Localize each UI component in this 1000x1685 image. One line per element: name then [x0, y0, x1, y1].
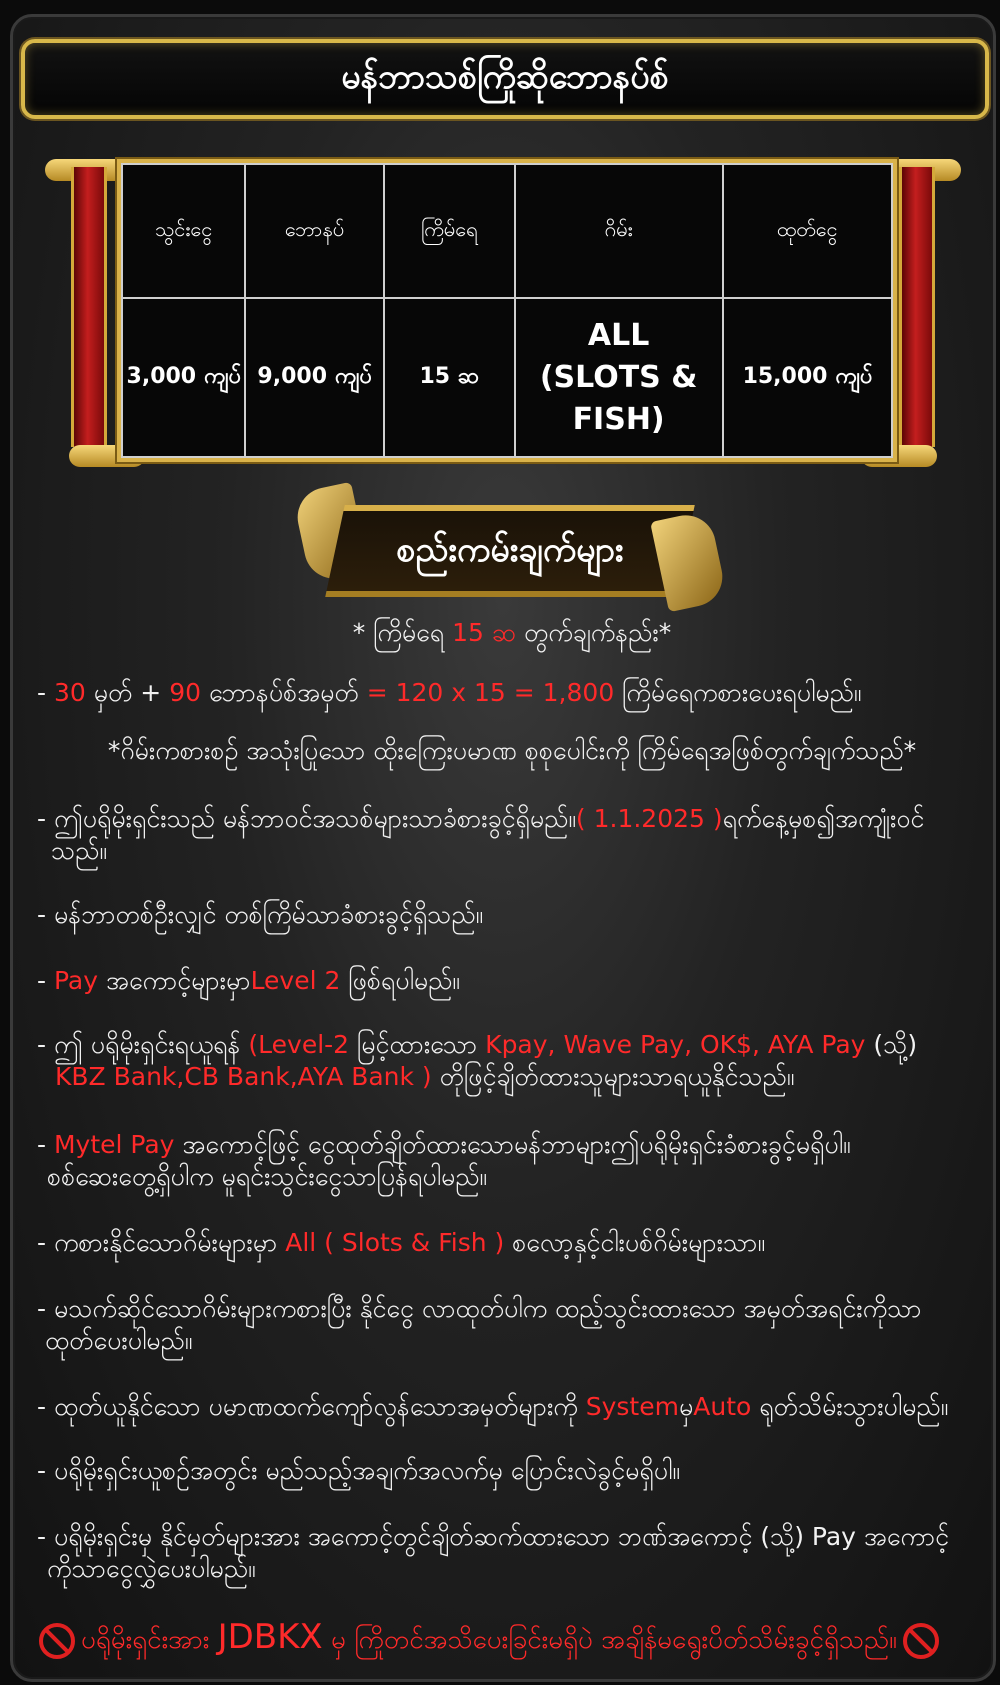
- footer-text: ပရိုမိုးရှင်းအား: [81, 1625, 218, 1655]
- red-pillar-icon: [71, 167, 107, 447]
- game-line-2: (SLOTS & FISH): [539, 359, 698, 437]
- highlight: ( 1.1.2025 ): [575, 804, 723, 833]
- highlight: Pay: [53, 966, 99, 995]
- highlight: (Level-2: [248, 1030, 350, 1059]
- title-banner: [21, 39, 989, 119]
- promo-card: [10, 14, 996, 1682]
- cell-game: [515, 298, 723, 457]
- red-pillar-icon: [899, 167, 935, 447]
- rule-4: [37, 1029, 917, 1061]
- rule-6: [37, 1227, 765, 1259]
- rules-ribbon: [295, 487, 725, 607]
- game-note: *ဂိမ်းကစားစဉ် အသုံးပြုသော ထိုးကြေးပမာဏ စုစုပေါင်းကို ကြိမ်ရေအဖြစ်တွက်ချက်သည်*: [107, 736, 917, 765]
- ribbon-label: စည်းကမ်းချက်များ: [396, 530, 624, 570]
- text: -: [37, 1130, 54, 1159]
- rule-4-cont: [55, 1061, 794, 1093]
- highlight: Kpay, Wave Pay, OK$, AYA Pay: [485, 1030, 866, 1059]
- page-title: မန်ဘာသစ်ကြိုဆိုဘောနပ်စ်: [341, 56, 669, 97]
- text: အကောင့်ဖြင့် ငွေထုတ်ချိတ်ထားသောမန်ဘာများဤပရိုမိုးရှင်းခံစားခွင့်မရှိပါ။: [174, 1130, 851, 1159]
- highlight: System: [585, 1392, 679, 1421]
- note-highlight: 15 ဆ: [452, 618, 516, 647]
- rule-1: [37, 803, 924, 835]
- text: ဖြစ်ရပါမည်။: [340, 966, 460, 995]
- rule-10-cont: ကိုသာငွေလွှဲပေးပါမည်။: [47, 1554, 256, 1583]
- note-text: တွက်ချက်နည်း*: [516, 618, 672, 647]
- text: မြင့်ထားသော: [349, 1030, 486, 1059]
- header-deposit: သွင်းငွေ: [122, 164, 245, 298]
- bonus-table-scroll: [29, 145, 977, 470]
- highlight: = 120 x 15 = 1,800: [366, 678, 615, 707]
- text: - ထုတ်ယူနိုင်သော ပမာဏထက်ကျော်လွန်သောအမှတ်များကို: [37, 1392, 586, 1421]
- prohibited-icon: [39, 1623, 75, 1659]
- text: - ဤပရိုမိုးရှင်းသည် မန်ဘာဝင်အသစ်များသာခံစားခွင့်ရှိမည်။: [37, 804, 576, 833]
- rule-7-cont: ထုတ်ပေးပါမည်။: [45, 1326, 193, 1355]
- cell-turnover: 15 ဆ: [384, 298, 515, 457]
- rule-2: - မန်ဘာတစ်ဦးလျှင် တစ်ကြိမ်သာခံစားခွင့်ရှိသည်။: [37, 900, 484, 929]
- turnover-note: [37, 617, 987, 649]
- table-row: [122, 298, 892, 457]
- calc-line: [37, 677, 861, 709]
- text: အကောင့်များမှာ: [98, 966, 251, 995]
- text: -: [37, 678, 54, 707]
- text: ဘောနပ်စ်အမှတ်: [201, 678, 367, 707]
- rule-3: [37, 965, 460, 997]
- highlight: 90: [169, 678, 202, 707]
- text: တိုဖြင့်ချိတ်ထားသူများသာရယူနိုင်သည်။: [431, 1062, 795, 1091]
- text: မှ: [678, 1392, 694, 1421]
- text: ရုတ်သိမ်းသွားပါမည်။: [751, 1392, 949, 1421]
- highlight: 30: [53, 678, 86, 707]
- rule-7: - မသက်ဆိုင်သောဂိမ်းများကစားပြီး နိုင်ငွေ လာထုတ်ပါက ထည့်သွင်းထားသော အမှတ်အရင်းကိုသာ: [37, 1294, 922, 1323]
- footer-brand: JDBKX: [217, 1617, 323, 1657]
- highlight: Mytel Pay: [53, 1130, 175, 1159]
- highlight: All ( Slots & Fish ): [285, 1228, 505, 1257]
- text: ကြိမ်ရေကစားပေးရပါမည်။: [614, 678, 862, 707]
- highlight: KBZ Bank,CB Bank,AYA Bank ): [55, 1062, 432, 1091]
- cell-withdraw: 15,000 ကျပ်: [723, 298, 892, 457]
- footer-warning: [33, 1617, 983, 1661]
- footer-text: မှ ကြိုတင်အသိပေးခြင်းမရှိပဲ အချိန်မရွေးပိတ်သိမ်းခွင့်ရှိသည်။: [322, 1625, 898, 1655]
- text: -: [37, 966, 54, 995]
- rule-8: [37, 1391, 948, 1423]
- rule-1-cont: သည်။: [51, 836, 107, 865]
- text: (သို့): [865, 1030, 918, 1059]
- rule-10: - ပရိုမိုးရှင်းမှ နိုင်မှတ်များအား အကောင့်တွင်ချိတ်ဆက်ထားသော ဘဏ်အကောင့် (သို့) Pay အကောင့်: [37, 1522, 950, 1551]
- highlight: Auto: [693, 1392, 752, 1421]
- header-withdraw: ထုတ်ငွေ: [723, 164, 892, 298]
- text: - ကစားနိုင်သောဂိမ်းများမှာ: [37, 1228, 286, 1257]
- game-line-1: ALL: [587, 317, 650, 353]
- header-bonus: ဘောနပ်: [245, 164, 384, 298]
- highlight: Level 2: [250, 966, 341, 995]
- header-turnover: ကြိမ်ရေ: [384, 164, 515, 298]
- text: စလော့နှင့်ငါးပစ်ဂိမ်းများသာ။: [504, 1228, 766, 1257]
- rule-5: [37, 1129, 851, 1161]
- text: - ဤ ပရိုမိုးရှင်းရယူရန်: [37, 1030, 249, 1059]
- cell-bonus: 9,000 ကျပ်: [245, 298, 384, 457]
- text: ရက်နေ့မှစ၍အကျုံးဝင်: [722, 804, 925, 833]
- cell-deposit: 3,000 ကျပ်: [122, 298, 245, 457]
- rule-9: - ပရိုမိုးရှင်းယူစဉ်အတွင်း မည်သည့်အချက်အလက်မှ ပြောင်းလဲခွင့်မရှိပါ။: [37, 1456, 680, 1485]
- text: မှတ် +: [85, 678, 170, 707]
- rule-5-cont: စစ်ဆေးတွေ့ရှိပါက မူရင်းသွင်းငွေသာပြန်ရပါမည်။: [47, 1162, 487, 1191]
- header-game: ဂိမ်း: [515, 164, 723, 298]
- note-text: * ကြိမ်ရေ: [352, 618, 453, 647]
- bonus-table: [117, 159, 897, 462]
- table-header-row: [122, 164, 892, 298]
- prohibited-icon: [903, 1623, 939, 1659]
